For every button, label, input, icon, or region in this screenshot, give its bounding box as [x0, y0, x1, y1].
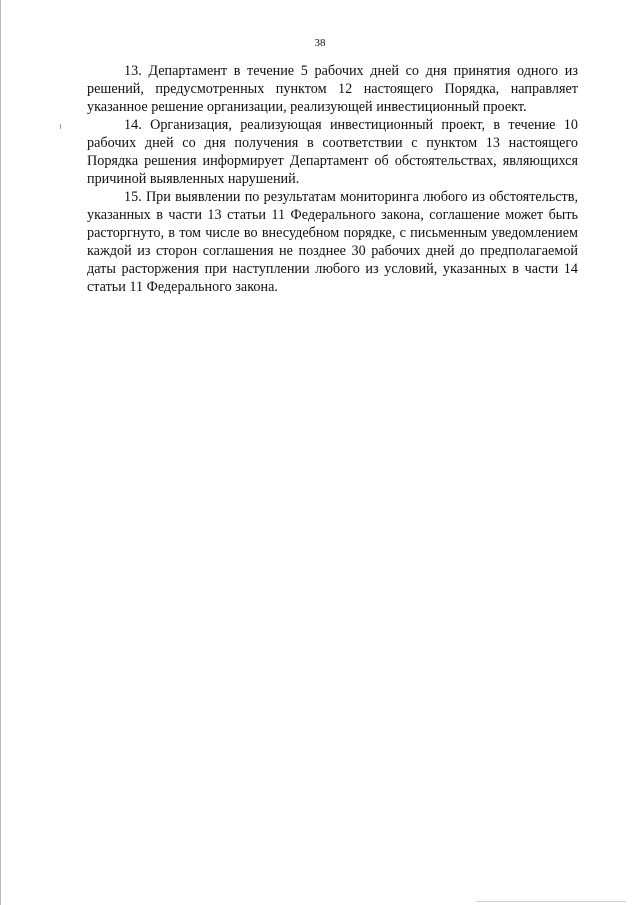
scan-edge-left — [0, 0, 1, 905]
paragraph-14: 14. Организация, реализующая инвестиционный проект, в течение 10 рабочих дней со дня получения в соответствии с пунктом 13 настоящего Порядка решения информирует Департамент об обстоятельствах, являющихся причиной выявленных нарушений. — [87, 117, 578, 187]
scan-edge-bottom — [476, 901, 626, 902]
scan-mark-left — [60, 124, 61, 129]
paragraph-15: 15. При выявлении по результатам мониторинга любого из обстоятельств, указанных в части 13 статьи 11 Федерального закона, соглашение может быть расторгнуто, в том числе во внесудебном порядке, с письменным уведомлением каждой из сторон соглашения не позднее 30 рабочих дней до предполагаемой даты расторжения при наступлении любого из условий, указанных в части 14 статьи 11 Федерального закона. — [87, 189, 578, 295]
paragraph-13: 13. Департамент в течение 5 рабочих дней со дня принятия одного из решений, предусмотренных пунктом 12 настоящего Порядка, направляет указанное решение организации, реализующей инвестиционный проект. — [87, 63, 578, 115]
page-number: 38 — [314, 37, 326, 49]
document-body — [87, 62, 578, 296]
